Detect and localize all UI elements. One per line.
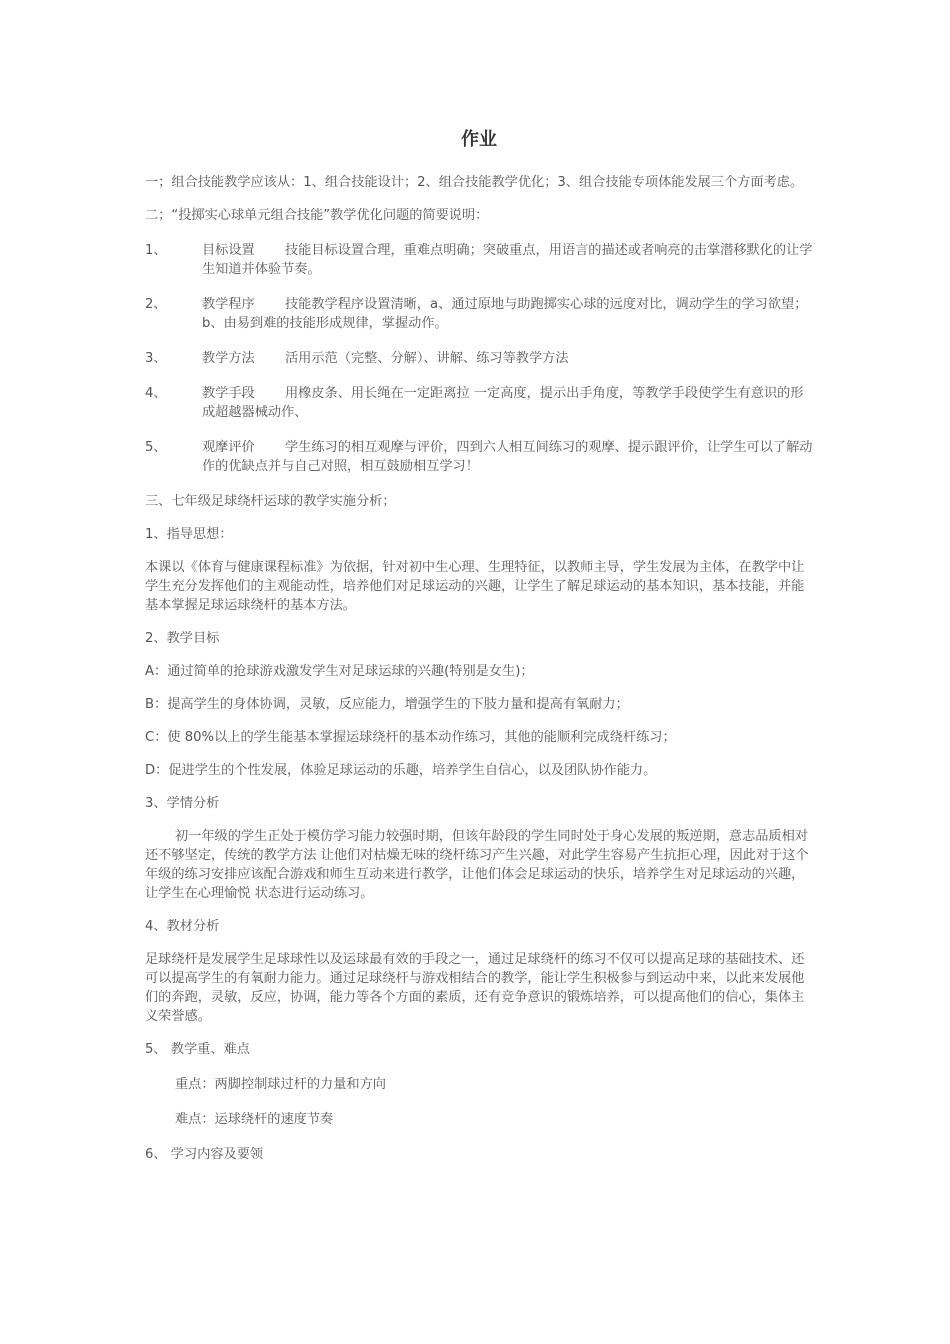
section-three-heading: 三、七年级足球绕杆运球的教学实施分析； [145,494,396,509]
list-item-text: 活用示范（完整、分解）、讲解、练习等教学方法 [285,351,569,366]
heading-teaching-goals: 2、教学目标 [145,631,220,646]
goal-d: D：促进学生的个性发展，体验足球运动的乐趣，培养学生自信心，以及团队协作能力。 [145,763,657,778]
heading-learning-content: 6、 学习内容及要领 [145,1147,264,1162]
list-item-label: 观摩评价 [202,440,255,455]
paragraph-guiding-thought: 本课以《体育与健康课程标准》为依据，针对初中生心理、生理特征，以教师主导，学生发展为主体，在教学中让学生充分发挥他们的主观能动性，培养他们对足球运动的兴趣，让学生了解足球运动的基本知识，基本技能，并能基本掌握足球运球绕杆的基本方法。 [145,560,805,613]
heading-student-analysis: 3、学情分析 [145,796,220,811]
list-item-number: 4、 [145,386,167,401]
list-item-label: 教学程序 [202,297,255,312]
list-item [145,295,813,333]
list-item-text: 技能教学程序设置清晰，a、通过原地与助跑掷实心球的远度对比，调动学生的学习欲望； b、由易到难的技能形成规律，掌握动作。 [202,297,808,331]
paragraph-material-analysis: 足球绕杆是发展学生足球球性以及运球最有效的手段之一，通过足球绕杆的练习不仅可以提高足球的基础技术、还可以提高学生的有氧耐力能力。通过足球绕杆与游戏相结合的教学，能让学生积极参与到运动中来，以此来发展他们的奔跑，灵敏，反应，协调，能力等各个方面的素质，还有竞争意识的锻炼培养，可以提高他们的信心，集体主义荣誉感。 [145,952,805,1024]
list-item-text: 学生练习的相互观摩与评价，四到六人相互间练习的观摩、提示跟评价，让学生可以了解动作的优缺点并与自己对照，相互鼓励相互学习！ [202,440,813,474]
list-item-label: 教学手段 [202,386,255,401]
list-item-label: 目标设置 [202,243,255,258]
list-item [145,438,813,476]
list-item [145,349,813,368]
list-item-number: 1、 [145,243,167,258]
heading-key-difficulty: 5、 教学重、难点 [145,1042,250,1057]
paragraph-section-two: 二；“投掷实心球单元组合技能”教学优化问题的简要说明： [145,208,489,223]
goal-b: B：提高学生的身体协调，灵敏，反应能力，增强学生的下肢力量和提高有氧耐力； [145,697,629,712]
goal-a: A：通过简单的抢球游戏激发学生对足球运球的兴趣(特别是女生)； [145,664,534,679]
paragraph-intro: 一；组合技能教学应该从：1、组合技能设计；2、组合技能教学优化；3、组合技能专项体能发展三个方面考虑。 [145,175,804,190]
list-item-text: 用橡皮条、用长绳在一定距离拉 一定高度，提示出手角度，等教学手段使学生有意识的形成超越器械动作、 [202,386,804,420]
list-item-number: 3、 [145,351,167,366]
page-title: 作业 [461,129,497,150]
list-item-label: 教学方法 [202,351,255,366]
list-item [145,384,813,422]
list-item-number: 2、 [145,297,167,312]
heading-material-analysis: 4、教材分析 [145,919,220,934]
list-item [145,241,813,279]
difficult-point: 难点：运球绕杆的速度节奏 [175,1112,334,1127]
key-point: 重点：两脚控制球过杆的力量和方向 [175,1077,386,1092]
document-body [145,128,813,1178]
paragraph-student-analysis: 初一年级的学生正处于模仿学习能力较强时期，但该年龄段的学生同时处于身心发展的叛逆期，意志品质相对还不够坚定，传统的教学方法 让他们对枯燥无味的绕杆练习产生兴趣，对此学生容易产生抗拒心理，因此对于这个年级的练习安排应该配合游戏和师生互动来进行教学，让他们体会足球运动的快乐，培养学生对足球运动的兴趣，让学生在心理愉悦 状态进行运动练习。 [145,829,809,901]
list-item-number: 5、 [145,440,167,455]
heading-guiding-thought: 1、指导思想： [145,527,233,542]
list-item-text: 技能目标设置合理，重难点明确；突破重点，用语言的描述或者响亮的击掌潜移默化的让学生知道并体验节奏。 [202,243,813,277]
goal-c: C：使 80%以上的学生能基本掌握运球绕杆的基本动作练习，其他的能顺利完成绕杆练习； [145,730,676,745]
